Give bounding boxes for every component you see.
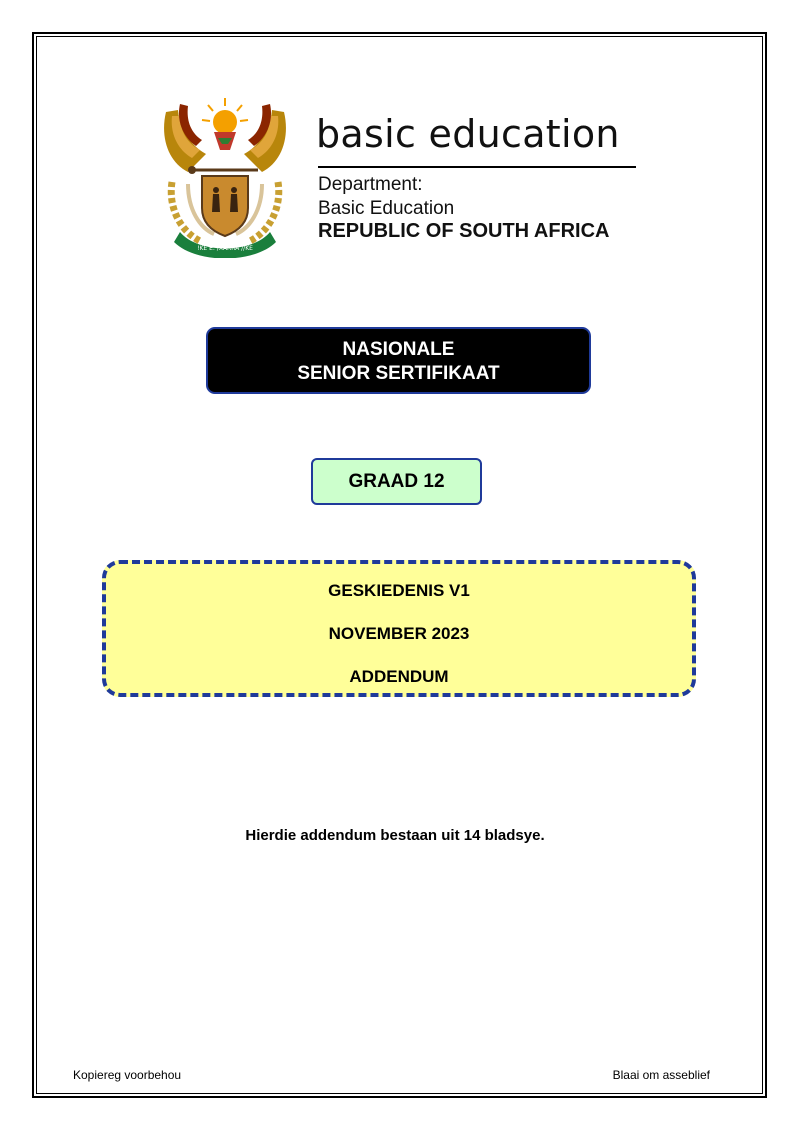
brand-title: basic education [316, 112, 620, 156]
department-name: Basic Education [318, 198, 455, 219]
country-name: REPUBLIC OF SOUTH AFRICA [318, 220, 610, 242]
department-label: Department: [318, 174, 423, 195]
subject-name: GESKIEDENIS V1 [328, 581, 470, 600]
page-count-note: Hierdie addendum bestaan uit 14 bladsye. [245, 827, 545, 844]
grade-badge: GRAAD 12 [311, 458, 482, 505]
brand-divider [318, 166, 636, 168]
certificate-line-1: NASIONALE [342, 339, 455, 360]
motto-text: !KE E: /XARRA //KE [197, 245, 253, 252]
turn-over-notice: Blaai om asseblief [612, 1068, 710, 1082]
coat-of-arms-icon [158, 92, 292, 258]
certificate-banner [206, 327, 591, 394]
exam-date: NOVEMBER 2023 [328, 624, 470, 643]
department-logo [158, 92, 638, 258]
certificate-line-2: SENIOR SERTIFIKAAT [297, 363, 500, 384]
subject-panel [102, 560, 696, 697]
document-type: ADDENDUM [349, 667, 449, 686]
copyright-notice: Kopiereg voorbehou [73, 1068, 182, 1082]
